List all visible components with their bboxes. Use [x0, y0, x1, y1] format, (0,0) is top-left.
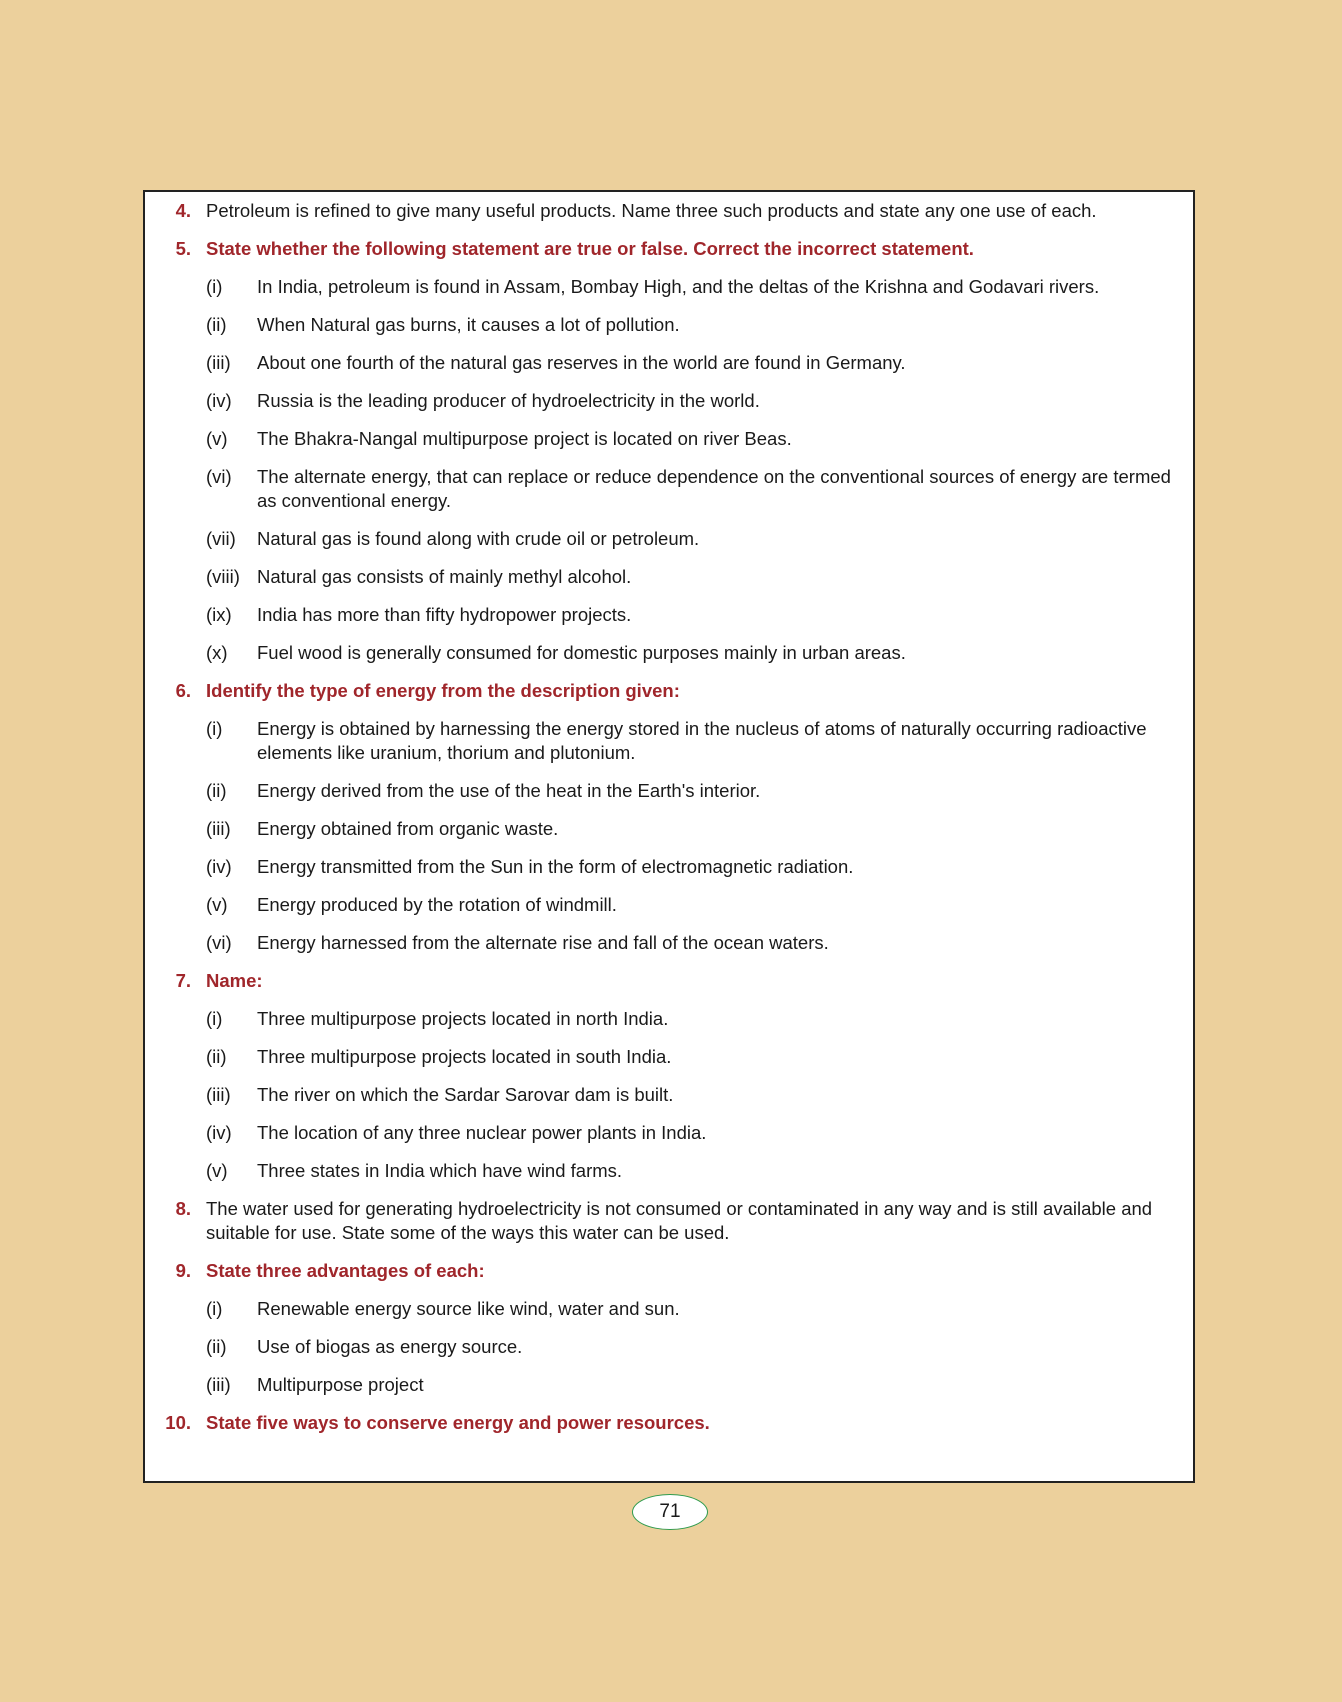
question-heading: Identify the type of energy from the description given:: [206, 680, 680, 701]
sub-item-label: (iii): [206, 818, 231, 839]
sub-item-text: The alternate energy, that can replace or reduce dependence on the conventional sources of energy are termed as conventional energy.: [257, 466, 1171, 511]
sub-item-label: (viii): [206, 566, 240, 587]
sub-item-label: (vii): [206, 528, 236, 549]
sub-item-text: Multipurpose project: [257, 1374, 424, 1395]
sub-item-label: (ix): [206, 604, 232, 625]
question-number: 7.: [175, 970, 191, 991]
sub-item-text: Energy harnessed from the alternate rise and fall of the ocean waters.: [257, 932, 829, 953]
question-number: 9.: [175, 1260, 191, 1281]
question-text: The water used for generating hydroelectricity is not consumed or contaminated in any way and is still available and suitable for use. State some of the ways this water can be used.: [206, 1198, 1153, 1243]
sub-item-label: (iv): [206, 390, 232, 411]
sub-item-text: In India, petroleum is found in Assam, Bombay High, and the deltas of the Krishna and Godavari rivers.: [257, 276, 1100, 297]
sub-item-label: (ii): [206, 314, 227, 335]
sub-item-text: Fuel wood is generally consumed for domestic purposes mainly in urban areas.: [257, 642, 906, 663]
sub-item-label: (i): [206, 1008, 223, 1029]
sub-item-text: The location of any three nuclear power plants in India.: [257, 1122, 707, 1143]
sub-item-label: (vi): [206, 932, 232, 953]
question-number: 5.: [175, 238, 191, 259]
sub-item-label: (ii): [206, 1046, 227, 1067]
sub-item-text: Energy is obtained by harnessing the energy stored in the nucleus of atoms of naturally occurring radioactive elements like uranium, thorium and plutonium.: [257, 718, 1147, 763]
sub-item-text: When Natural gas burns, it causes a lot of pollution.: [257, 314, 680, 335]
sub-item-text: India has more than fifty hydropower projects.: [257, 604, 632, 625]
question-heading: State three advantages of each:: [206, 1260, 485, 1281]
sub-item-label: (ii): [206, 1336, 227, 1357]
question-number: 8.: [175, 1198, 191, 1219]
sub-item-label: (x): [206, 642, 228, 663]
question-number: 6.: [175, 680, 191, 701]
sub-item-label: (v): [206, 428, 228, 449]
sub-item-label: (v): [206, 1160, 228, 1181]
sub-item-label: (v): [206, 894, 228, 915]
sub-item-text: Three multipurpose projects located in north India.: [257, 1008, 669, 1029]
sub-item-text: Natural gas consists of mainly methyl alcohol.: [257, 566, 632, 587]
sub-item-label: (iii): [206, 1374, 231, 1395]
sub-item-text: Energy transmitted from the Sun in the form of electromagnetic radiation.: [257, 856, 854, 877]
sub-item-text: Russia is the leading producer of hydroelectricity in the world.: [257, 390, 760, 411]
sub-item-label: (iv): [206, 856, 232, 877]
question-number: 4.: [175, 200, 191, 221]
sub-item-text: Energy produced by the rotation of windmill.: [257, 894, 617, 915]
sub-item-text: The Bhakra-Nangal multipurpose project is located on river Beas.: [257, 428, 792, 449]
sub-item-label: (i): [206, 718, 223, 739]
sub-item-text: About one fourth of the natural gas reserves in the world are found in Germany.: [257, 352, 906, 373]
sub-item-label: (iii): [206, 1084, 231, 1105]
question-heading: Name:: [206, 970, 263, 991]
sub-item-text: Three multipurpose projects located in south India.: [257, 1046, 672, 1067]
sub-item-label: (vi): [206, 466, 232, 487]
sub-item-label: (i): [206, 276, 223, 297]
sub-item-label: (iii): [206, 352, 231, 373]
sub-item-label: (i): [206, 1298, 223, 1319]
sub-item-text: Use of biogas as energy source.: [257, 1336, 523, 1357]
question-number: 10.: [165, 1412, 191, 1433]
sub-item-text: The river on which the Sardar Sarovar dam is built.: [257, 1084, 674, 1105]
sub-item-label: (iv): [206, 1122, 232, 1143]
sub-item-label: (ii): [206, 780, 227, 801]
question-page: [143, 190, 1195, 1483]
question-text: Petroleum is refined to give many useful products. Name three such products and state any one use of each.: [206, 200, 1097, 221]
question-heading: State whether the following statement are true or false. Correct the incorrect statement.: [206, 238, 974, 259]
page-number: 71: [632, 1494, 708, 1530]
sub-item-text: Natural gas is found along with crude oil or petroleum.: [257, 528, 700, 549]
sub-item-text: Energy obtained from organic waste.: [257, 818, 559, 839]
sub-item-text: Energy derived from the use of the heat in the Earth's interior.: [257, 780, 761, 801]
question-heading: State five ways to conserve energy and power resources.: [206, 1412, 710, 1433]
sub-item-text: Three states in India which have wind farms.: [257, 1160, 623, 1181]
sub-item-text: Renewable energy source like wind, water and sun.: [257, 1298, 680, 1319]
